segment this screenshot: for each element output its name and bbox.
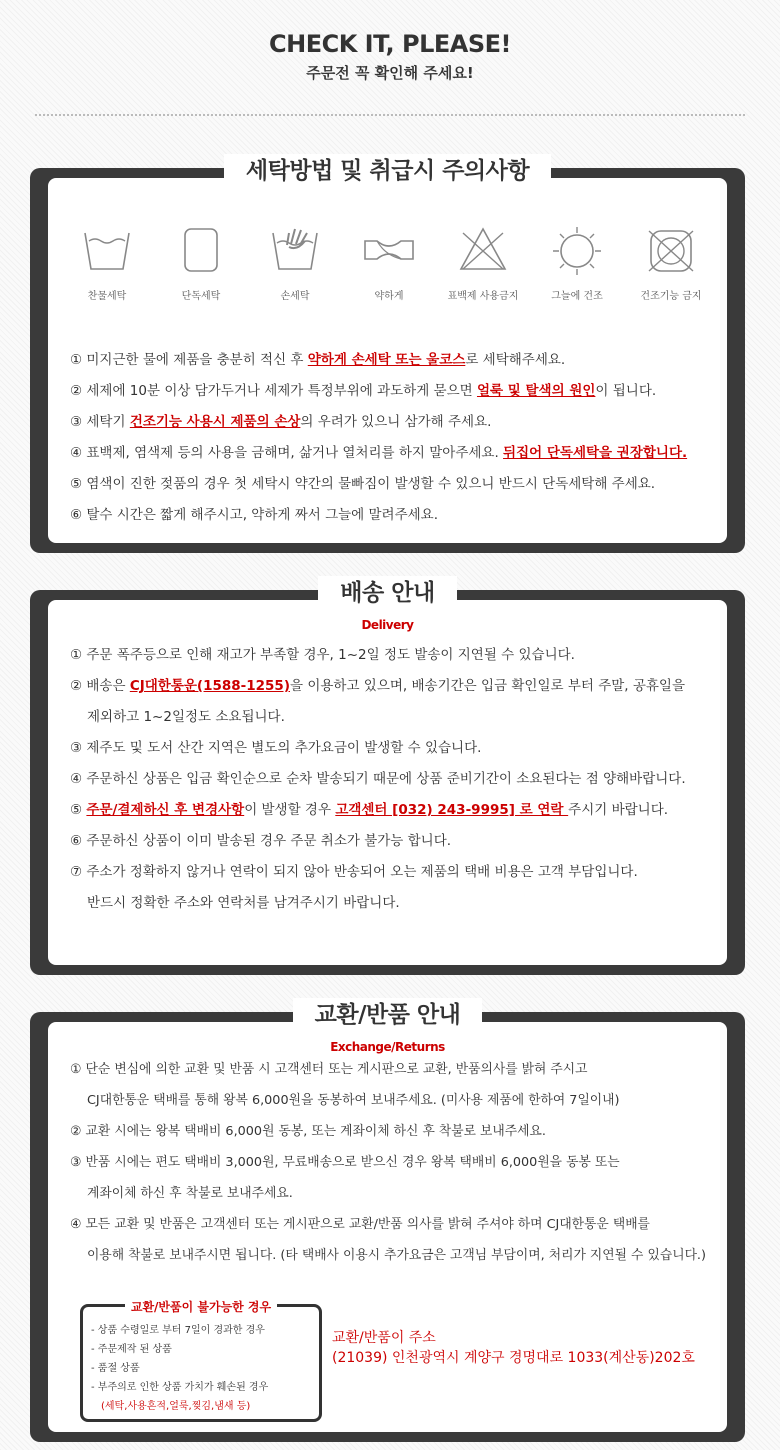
care-label: 그늘에 건조 (551, 291, 603, 302)
delivery-subtitle: Delivery (361, 618, 414, 632)
list-item: - 상품 수령일로 부터 7일이 경과한 경우 (91, 1325, 265, 1336)
list-item: ⑥ 탈수 시간은 짧게 해주시고, 약하게 짜서 그늘에 말려주세요. (70, 507, 438, 523)
care-item-gentle (342, 225, 436, 302)
list-item: ② 배송은 CJ대한통운(1588-1255)을 이용하고 있으며, 배송기간은 입금 확인일로 부터 주말, 공휴일을 (70, 678, 686, 694)
list-item: - 주문제작 된 상품 (91, 1344, 172, 1355)
care-item-hand-wash (248, 225, 342, 302)
list-item: 제외하고 1~2일정도 소요됩니다. (87, 709, 285, 725)
care-item-no-dryer (624, 225, 718, 302)
care-item-single-wash (154, 225, 248, 302)
return-address-value: (21039) 인천광역시 계양구 경명대로 1033(계산동)202호 (332, 1350, 695, 1366)
list-item: ③ 세탁기 건조기능 사용시 제품의 손상의 우려가 있으니 삼가해 주세요. (70, 414, 492, 430)
list-item: ⑤ 염색이 진한 젖품의 경우 첫 세탁시 약간의 물빠짐이 발생할 수 있으니 반드시 단독세탁해 주세요. (70, 476, 656, 492)
not-returnable-title: 교환/반품이 불가능한 경우 (83, 1296, 319, 1315)
exchange-title: 교환/반품 안내 Exchange/Returns (293, 998, 483, 1064)
care-label: 건조기능 금지 (640, 291, 702, 302)
return-address (332, 1328, 695, 1368)
hand-wash-icon (269, 225, 321, 275)
washing-title: 세탁방법 및 취급시 주의사항 (224, 154, 551, 188)
care-item-no-bleach (436, 225, 530, 302)
care-label: 손세탁 (280, 291, 310, 302)
washing-heading (30, 154, 745, 188)
care-label: 단독세탁 (181, 291, 221, 302)
exchange-subtitle: Exchange/Returns (330, 1040, 445, 1054)
care-item-cold-wash (60, 225, 154, 302)
page-header (0, 30, 780, 83)
list-item: ② 교환 시에는 왕복 택배비 6,000원 동봉, 또는 계좌이체 하신 후 착불로 보내주세요. (70, 1124, 546, 1139)
list-item: 반드시 정확한 주소와 연락처를 남겨주시기 바랍니다. (87, 895, 400, 911)
exchange-list (70, 1054, 706, 1271)
shade-dry-icon (551, 225, 603, 275)
not-returnable-box (80, 1300, 322, 1422)
list-item: ① 주문 폭주등으로 인해 재고가 부족할 경우, 1~2일 정도 발송이 지연될 수 있습니다. (70, 647, 575, 663)
list-item: ④ 주문하신 상품은 입금 확인순으로 순차 발송되기 때문에 상품 준비기간이 소요된다는 점 양해바랍니다. (70, 771, 686, 787)
delivery-list (70, 640, 686, 919)
not-returnable-list (83, 1307, 319, 1416)
return-address-label: 교환/반품이 주소 (332, 1330, 436, 1346)
list-item: ⑦ 주소가 정확하지 않거나 연락이 되지 않아 반송되어 오는 제품의 택배 비용은 고객 부담입니다. (70, 864, 638, 880)
basin-icon (81, 225, 133, 275)
page-subtitle: 주문전 꼭 확인해 주세요! (306, 64, 474, 82)
list-item: ① 미지근한 물에 제품을 충분히 적신 후 약하게 손세탁 또는 울코스로 세탁해주세요. (70, 352, 566, 368)
list-item: ④ 모든 교환 및 반품은 고객센터 또는 게시판으로 교환/반품 의사를 밝혀 주셔야 하며 CJ대한통운 택배를 (70, 1217, 650, 1232)
single-wash-icon (175, 225, 227, 275)
list-item: - 부주의로 인한 상품 가치가 훼손된 경우 (91, 1382, 269, 1393)
care-label: 약하게 (374, 291, 404, 302)
care-icons (60, 225, 720, 302)
list-item: ④ 표백제, 염색제 등의 사용을 금해며, 삶거나 열처리를 하지 말아주세요. 뒤집어 단독세탁을 권장합니다. (70, 445, 688, 461)
list-item: ② 세제에 10분 이상 담가두거나 세제가 특정부위에 과도하게 묻으면 얼룩 및 탈색의 원인이 됩니다. (70, 383, 657, 399)
no-bleach-icon (457, 225, 509, 275)
list-item: ③ 제주도 및 도서 산간 지역은 별도의 추가요금이 발생할 수 있습니다. (70, 740, 482, 756)
delivery-heading (30, 576, 745, 642)
list-item: ③ 반품 시에는 편도 택배비 3,000원, 무료배송으로 받으신 경우 왕복 택배비 6,000원을 동봉 또는 (70, 1155, 620, 1170)
delivery-title: 배송 안내 Delivery (318, 576, 456, 642)
page-title: CHECK IT, PLEASE! (269, 30, 511, 58)
care-label: 표백제 사용금지 (447, 291, 519, 302)
care-item-shade-dry (530, 225, 624, 302)
not-returnable-note: (세탁,사용흔적,얼룩,찢김,냄새 등) (101, 1401, 251, 1412)
list-item: - 품절 상품 (91, 1363, 140, 1374)
no-tumble-dry-icon (645, 225, 697, 275)
wring-icon (363, 225, 415, 275)
list-item: 계좌이체 하신 후 착불로 보내주세요. (87, 1186, 293, 1201)
dotted-divider (35, 114, 745, 116)
washing-list (70, 345, 687, 531)
list-item: ① 단순 변심에 의한 교환 및 반품 시 고객센터 또는 게시판으로 교환, 반품의사를 밝혀 주시고 (70, 1062, 588, 1077)
list-item: ⑤ 주문/결제하신 후 변경사항이 발생할 경우 고객센터 [032) 243-9995] 로 연락 주시기 바랍니다. (70, 802, 669, 818)
list-item: CJ대한통운 택배를 통해 왕복 6,000원을 동봉하여 보내주세요. (미사용 제품에 한하여 7일이내) (87, 1093, 620, 1108)
list-item: 이용해 착불로 보내주시면 됩니다. (타 택배사 이용시 추가요금은 고객님 부담이며, 처리가 지연될 수 있습니다.) (87, 1248, 706, 1263)
list-item: ⑥ 주문하신 상품이 이미 발송된 경우 주문 취소가 불가능 합니다. (70, 833, 452, 849)
care-label: 찬물세탁 (87, 291, 127, 302)
